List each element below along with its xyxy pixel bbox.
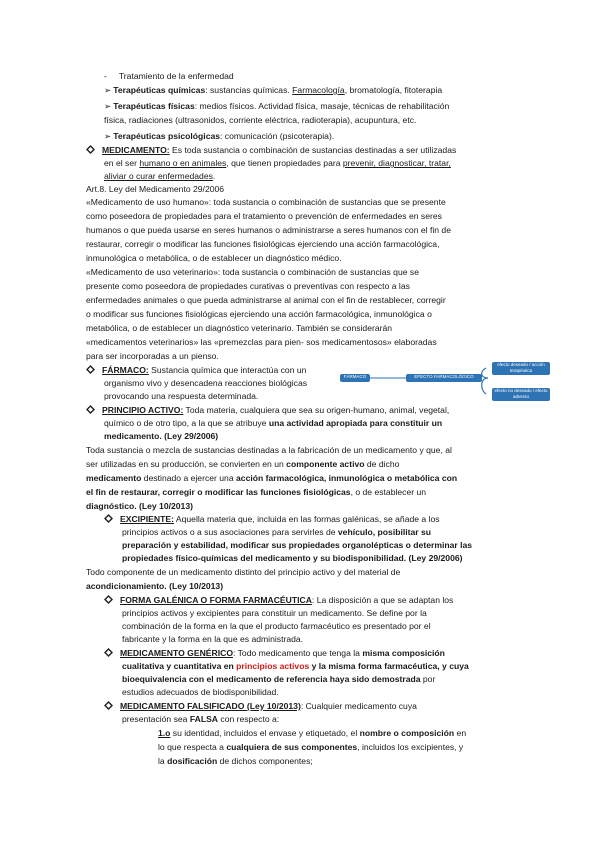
uso-vet-7: para ser incorporadas a un pienso. — [86, 351, 219, 361]
componente-1: Todo componente de un medicamento distinto del principio activo y del material de — [86, 567, 401, 577]
diamond-bullet-icon — [86, 365, 95, 374]
uso-humano-5: inmunológica o metabólica, o de establecer un diagnóstico médico. — [86, 253, 342, 263]
principio-activo-3: medicamento. (Ley 29/2006) — [104, 431, 219, 441]
medicamento-generico-2: cualitativa y cuantitativa en principios activos y la misma forma farmacéutica, y cuya — [122, 661, 469, 671]
diamond-bullet-icon — [86, 405, 95, 414]
terapeuticas-quimicas: ➢ Terapéuticas químicas: sustancias químicas. Farmacología, bromatología, fitoterapia — [104, 85, 443, 95]
terapeuticas-fisicas-cont: física, radiaciones (ultrasonidos, corriente eléctrica, radioterapia), acupuntura, etc. — [104, 115, 417, 125]
medicamento-def-3: aliviar o curar enfermedades. — [104, 171, 216, 181]
farmaco-def: FÁRMACO: Sustancia química que interactúa con un — [86, 364, 306, 377]
diamond-bullet-icon — [104, 701, 113, 710]
diamond-bullet-icon — [104, 514, 113, 523]
uso-vet-2: presente como poseedora de propiedades curativas o preventivas con respecto a las — [86, 281, 410, 291]
medicamento-def-2: en el ser humano o en animales, que tienen propiedades para prevenir, diagnosticar, tratar, — [104, 158, 451, 168]
diagram-farmaco-box: FÁRMACO — [340, 374, 370, 382]
uso-humano-4: restaurar, corregir o modificar las funciones fisiológicas ejerciendo una acción farmacológica, — [86, 239, 440, 249]
medicamento-generico-3: bioequivalencia con el medicamento de referencia haya sido demostrada por — [122, 674, 436, 684]
medicamento-def: MEDICAMENTO: Es toda sustancia o combinación de sustancias destinadas a ser utilizadas — [86, 144, 456, 157]
falsificado-item-3: la dosificación de dichos componentes; — [158, 756, 313, 766]
componente-2: acondicionamiento. (Ley 10/2013) — [86, 581, 224, 591]
toda-sustancia-3: medicamento destinado a ejercer una acción farmacológica, inmunológica o metabólica con — [86, 473, 458, 483]
farmaco-def-2: organismo vivo y desencadena reacciones biológicas — [104, 378, 308, 388]
toda-sustancia-2: ser utilizadas en su producción, se convierten en un componente activo de dicho — [86, 459, 400, 469]
excipiente-2: principios activos o a sus asociaciones para servirles de vehículo, posibilitar su — [122, 527, 432, 537]
toda-sustancia-1: Toda sustancia o mezcla de sustancias destinadas a la fabricación de un medicamento y que, al — [86, 445, 452, 455]
forma-galenica-def: FORMA GALÉNICA O FORMA FARMACÉUTICA: La disposición a que se adaptan los — [104, 594, 453, 607]
uso-humano-1: «Medicamento de uso humano»: toda sustancia o combinación de sustancias que se presente — [86, 197, 446, 207]
art-8-heading: Art.8. Ley del Medicamento 29/2006 — [86, 184, 225, 194]
farmaco-diagram — [340, 360, 552, 406]
principio-activo-def: PRINCIPIO ACTIVO: Toda materia, cualquiera que sea su origen-humano, animal, vegetal, — [86, 404, 449, 417]
uso-vet-3: enfermedades animales o que pueda administrarse al animal con el fin de restablecer, corregir — [86, 295, 446, 305]
terapeuticas-fisicas: ➢ Terapéuticas físicas: medios físicos. Actividad física, masaje, técnicas de rehabilitación — [104, 101, 450, 111]
excipiente-def: EXCIPIENTE: Aquella materia que, incluida en las formas galénicas, se añade a los — [104, 513, 440, 526]
falsificado-item-2: lo que respecta a cualquiera de sus componentes, incluidos los excipientes, y — [158, 742, 464, 752]
uso-vet-6: «medicamentos veterinarios» las «premezclas para pien- sos medicamentosos» elaboradas — [86, 337, 437, 347]
terapeuticas-psicologicas: ➢ Terapéuticas psicológicas: comunicación (psicoterapia). — [104, 131, 335, 141]
uso-humano-3: humanos o que pueda usarse en seres humanos o administrarse a seres humanos con el fin de — [86, 225, 451, 235]
diagram-deseado-box: efecto deseado / acción terapéutica — [492, 362, 550, 375]
arrow-bullet-icon: ➢ — [104, 101, 112, 111]
toda-sustancia-5: diagnóstico. (Ley 10/2013) — [86, 501, 193, 511]
forma-galenica-2: principios activos y excipientes para constituir un medicamento. Se define por la — [122, 608, 427, 618]
diamond-bullet-icon — [86, 145, 95, 154]
diamond-bullet-icon — [104, 648, 113, 657]
falsificado-item-1: 1.o su identidad, incluidos el envase y etiquetado, el nombre o composición en — [158, 728, 467, 738]
dash-item: - Tratamiento de la enfermedad — [104, 71, 234, 81]
medicamento-generico-def: MEDICAMENTO GENÉRICO: Todo medicamento que tenga la misma composición — [104, 647, 445, 660]
uso-vet-5: metabólica, o de establecer un diagnóstico veterinario. También se considerarán — [86, 323, 393, 333]
medicamento-falsificado-2: presentación sea FALSA con respecto a: — [122, 714, 280, 724]
line-tratamiento: Tratamiento de la enfermedad — [118, 71, 234, 81]
arrow-bullet-icon: ➢ — [104, 85, 112, 95]
excipiente-3: preparación y estabilidad, modificar sus propiedades organolépticas o determinar las — [122, 540, 473, 550]
diagram-no-deseado-box: efecto no deseado / efecto adverso — [492, 388, 550, 401]
forma-galenica-3: combinación de la forma en la que el producto farmacéutico es presentado por el — [122, 621, 431, 631]
medicamento-falsificado-def: MEDICAMENTO FALSIFICADO (Ley 10/2013): Cualquier medicamento cuya — [104, 700, 417, 713]
arrow-bullet-icon: ➢ — [104, 131, 112, 141]
medicamento-generico-4: estudios adecuados de biodisponibilidad. — [122, 687, 279, 697]
uso-humano-2: como poseedora de propiedades para el tratamiento o prevención de enfermedades en seres — [86, 211, 442, 221]
farmaco-def-3: provocando una respuesta determinada. — [104, 391, 259, 401]
uso-vet-4: o modificar sus funciones fisiológicas ejerciendo una acción farmacológica, inmunológica o — [86, 309, 432, 319]
diamond-bullet-icon — [104, 595, 113, 604]
uso-vet-1: «Medicamento de uso veterinario»: toda sustancia o combinación de sustancias que se — [86, 267, 419, 277]
principio-activo-2: químico o de otro tipo, a la que se atribuye una actividad apropiada para constituir un — [104, 418, 443, 428]
diagram-efecto-box: EFECTO FARMACOLÓGICO — [406, 374, 482, 382]
excipiente-4: propiedades físico-químicas del medicamento y su biodisponibilidad. (Ley 29/2006) — [122, 553, 463, 563]
forma-galenica-4: fabricante y la forma en la que es administrada. — [122, 634, 304, 644]
toda-sustancia-4: el fin de restaurar, corregir o modificar las funciones fisiológicas, o de establecer un — [86, 487, 427, 497]
